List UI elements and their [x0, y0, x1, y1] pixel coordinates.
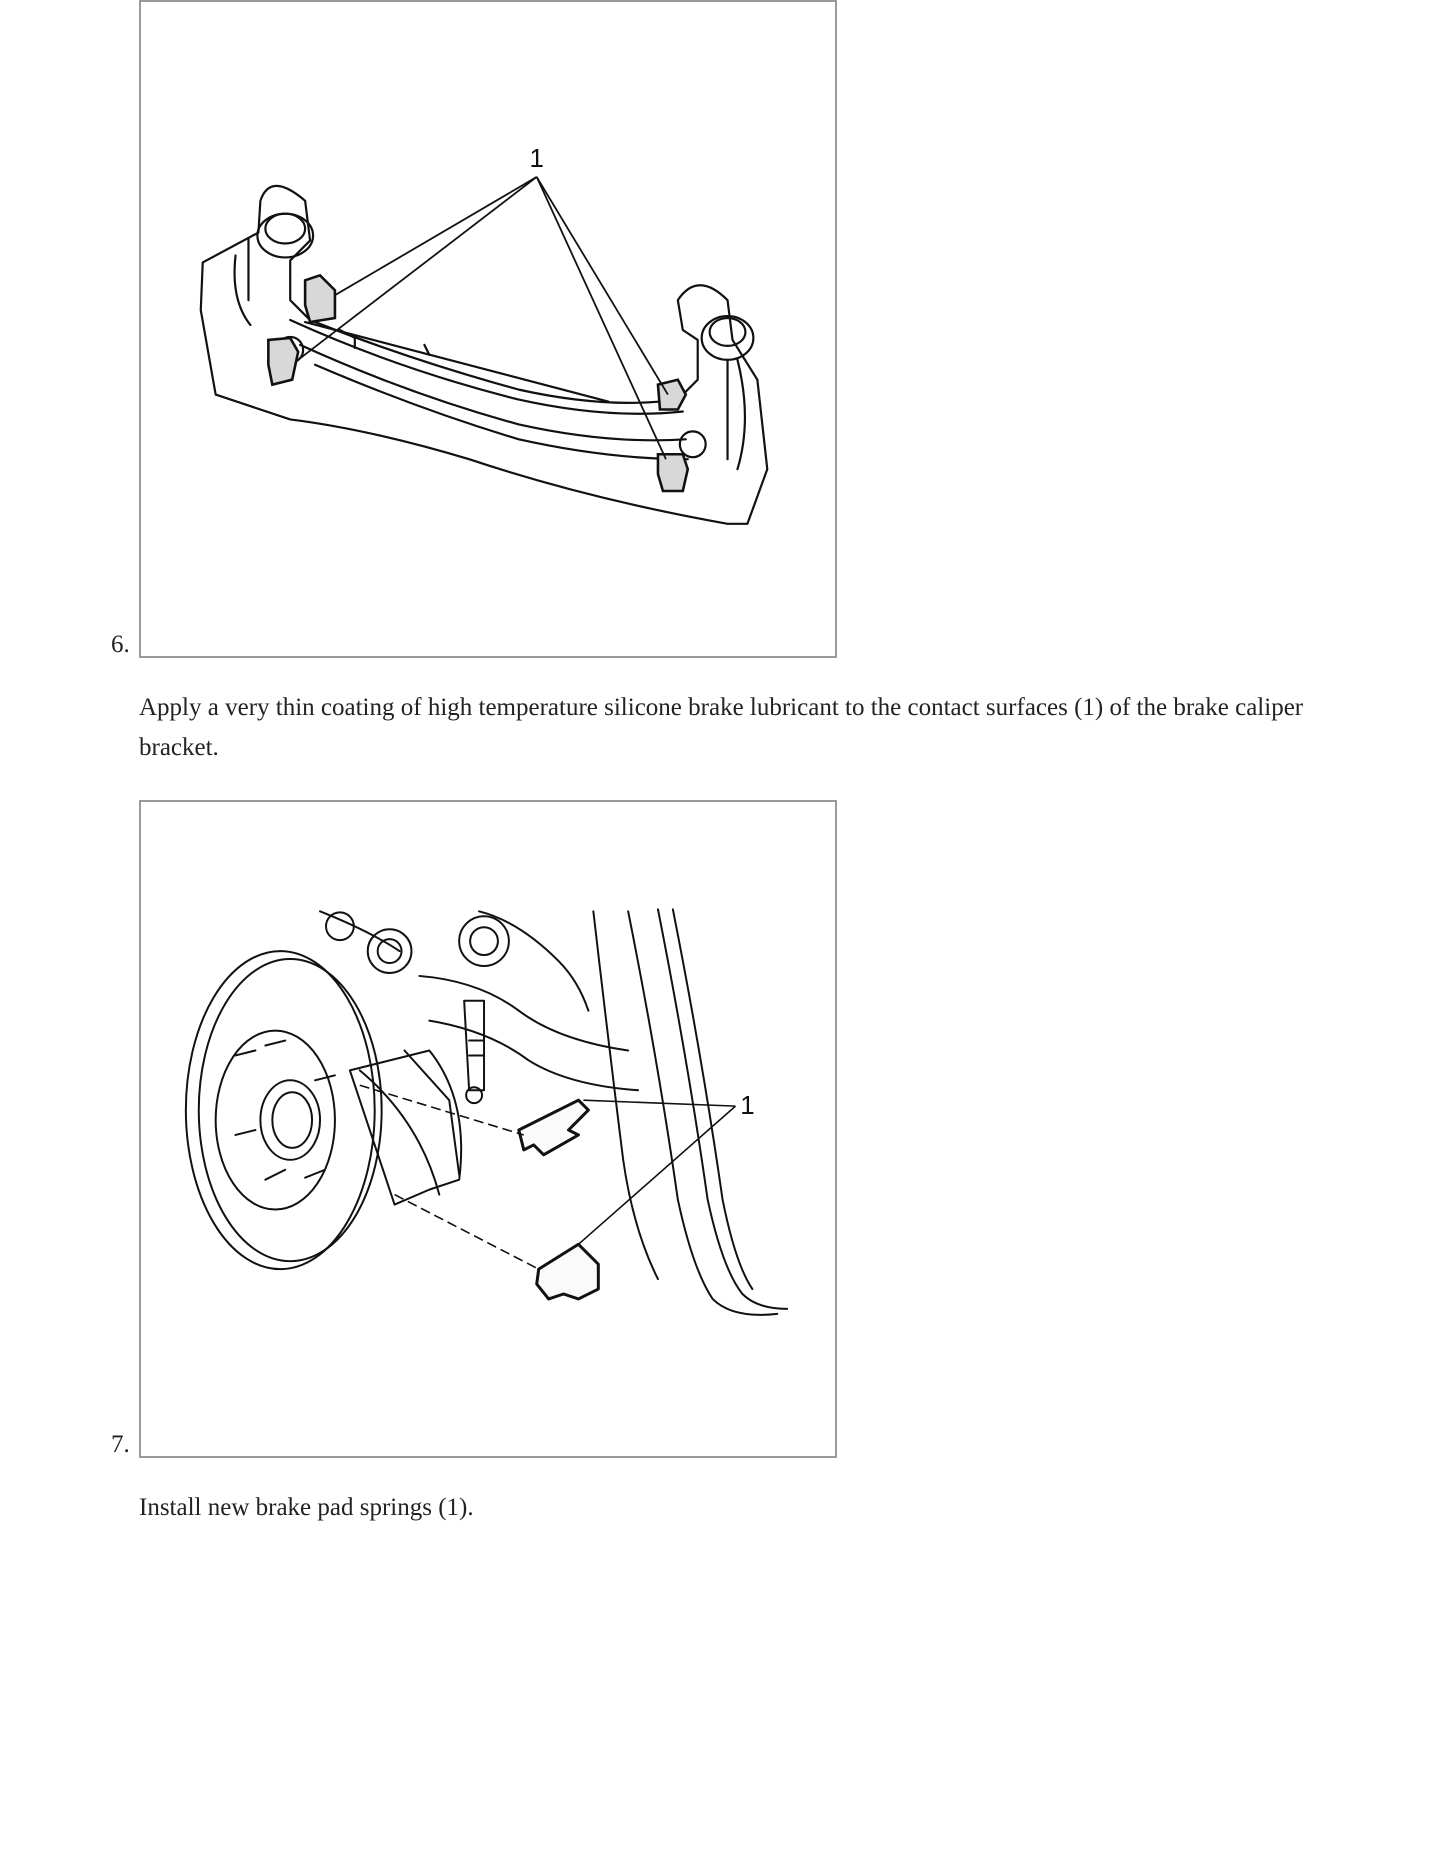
- step-instruction: Apply a very thin coating of high temperature silicone brake lubricant to the contact surfaces (1) of the brake caliper bracket.: [139, 694, 1304, 761]
- step-instruction: Install new brake pad springs (1).: [139, 1494, 474, 1521]
- caliper-bracket-drawing: [141, 2, 835, 656]
- step-number: 7.: [111, 1431, 130, 1458]
- callout-label-1: 1: [740, 1092, 755, 1121]
- brake-pad-spring-drawing: [141, 802, 835, 1456]
- caliper-bracket-illustration: [139, 0, 837, 658]
- callout-label-1: 1: [529, 144, 544, 173]
- step-number: 6.: [111, 631, 130, 658]
- brake-pad-spring-illustration: [139, 800, 837, 1458]
